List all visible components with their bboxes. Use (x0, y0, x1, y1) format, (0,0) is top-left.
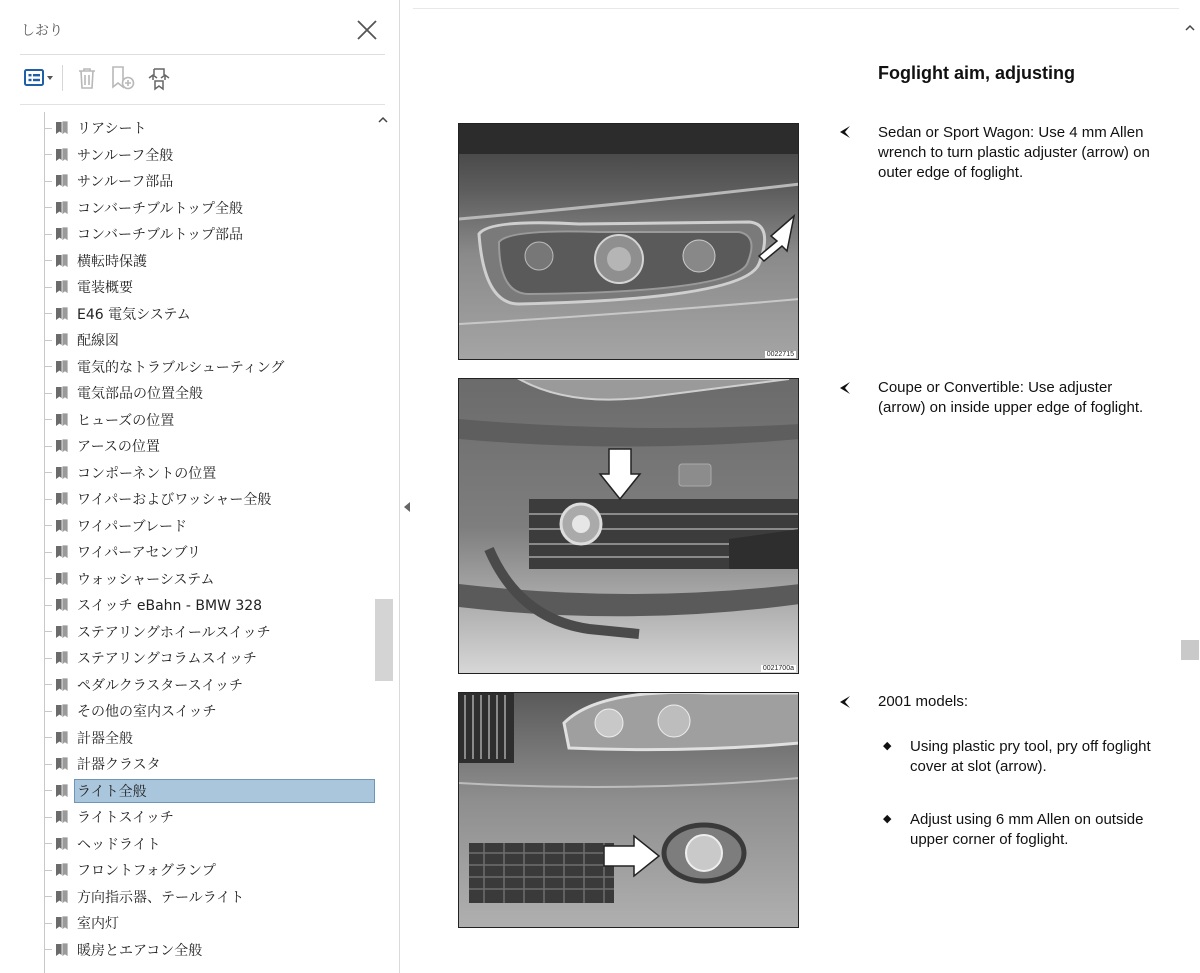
bullet-diamond-icon: ◆ (883, 812, 892, 825)
tree-connector (44, 764, 52, 765)
tree-connector (44, 843, 52, 844)
tree-connector (44, 817, 52, 818)
bookmark-icon (53, 464, 71, 482)
scroll-up-icon[interactable] (376, 113, 390, 127)
bookmark-icon (53, 517, 71, 535)
expand-bookmark-icon[interactable] (141, 62, 177, 94)
bookmark-icon (53, 861, 71, 879)
bookmark-item[interactable] (44, 248, 375, 274)
bookmark-label: 方向指示器、テールライト (77, 889, 245, 906)
bookmark-icon (53, 225, 71, 243)
bookmark-item[interactable] (44, 380, 375, 406)
tree-connector (44, 578, 52, 579)
bookmark-label: 横転時保護 (77, 253, 147, 270)
bookmark-item[interactable] (44, 407, 375, 433)
bookmark-icon (53, 782, 71, 800)
document-page (413, 8, 1179, 973)
bookmark-label: 室内灯 (77, 916, 119, 932)
tree-connector (44, 419, 52, 420)
bookmark-icon (53, 702, 71, 720)
bookmark-item[interactable] (44, 857, 375, 883)
bookmark-icon (53, 596, 71, 614)
bookmark-item[interactable] (44, 725, 375, 751)
bookmark-options-icon[interactable] (22, 62, 58, 94)
bookmark-item[interactable] (44, 301, 375, 327)
bookmark-label: ワイパーおよびワッシャー全般 (77, 492, 272, 508)
bookmark-item[interactable] (44, 274, 375, 300)
document-scrollbar-thumb[interactable] (1181, 640, 1199, 660)
bookmark-item[interactable] (44, 486, 375, 512)
bookmark-item[interactable] (44, 168, 375, 194)
bookmark-item[interactable] (44, 354, 375, 380)
photo-code: 0021700a (762, 665, 794, 672)
close-icon[interactable] (354, 17, 380, 43)
bookmark-icon (53, 331, 71, 349)
tree-connector (44, 393, 52, 394)
bookmark-label: 電装概要 (77, 280, 133, 296)
bookmark-label: コンポーネントの位置 (77, 465, 217, 482)
bookmark-item[interactable] (44, 513, 375, 539)
bookmark-icon (53, 543, 71, 561)
bookmark-icon (53, 888, 71, 906)
bookmark-label: フロントフォグランプ (77, 863, 216, 879)
bookmark-item[interactable] (44, 460, 375, 486)
bookmark-icon (53, 437, 71, 455)
bookmark-item[interactable] (44, 804, 375, 830)
bookmark-label: E46 電気システム (77, 306, 191, 323)
bookmark-icon (53, 808, 71, 826)
bookmark-label: 配線図 (77, 333, 119, 349)
tree-connector (44, 499, 52, 500)
bookmark-icon (53, 755, 71, 773)
tree-connector (44, 896, 52, 897)
bullet-pry-text: Using plastic pry tool, pry off foglight cover at slot (arrow). (910, 738, 1151, 775)
bookmark-scrollbar-thumb[interactable] (375, 599, 393, 681)
tree-connector (44, 631, 52, 632)
bullet-diamond-icon: ◆ (883, 739, 892, 752)
bookmark-icon (53, 119, 71, 137)
bookmark-icon (53, 146, 71, 164)
bookmark-label: その他の室内スイッチ (77, 704, 217, 720)
bookmark-icon (53, 649, 71, 667)
bookmark-label: 計器クラスタ (77, 757, 161, 773)
toolbar-divider (20, 104, 385, 105)
bookmark-item[interactable] (44, 566, 375, 592)
bookmark-item[interactable] (44, 778, 375, 804)
bookmark-item[interactable] (44, 221, 375, 247)
bookmark-label: リアシート (77, 121, 147, 137)
bookmark-icon (53, 358, 71, 376)
bookmark-label: ウォッシャーシステム (77, 571, 215, 588)
tree-connector (44, 446, 52, 447)
tree-connector (44, 207, 52, 208)
bookmark-label: ワイパーブレード (77, 518, 188, 535)
step-arrow-icon (838, 695, 852, 709)
tree-connector (44, 870, 52, 871)
tree-connector (44, 340, 52, 341)
tree-connector (44, 154, 52, 155)
bookmark-item[interactable] (44, 698, 375, 724)
bookmark-label: ヒューズの位置 (77, 412, 175, 429)
bookmark-icon (53, 676, 71, 694)
bookmark-icon (53, 172, 71, 190)
bookmark-icon (53, 835, 71, 853)
collapse-panel-icon[interactable] (402, 500, 412, 514)
bookmark-item[interactable] (44, 910, 375, 936)
tree-connector (44, 260, 52, 261)
tree-connector (44, 605, 52, 606)
bookmarks-panel (0, 0, 400, 973)
bookmark-icon (53, 411, 71, 429)
bookmark-icon (53, 570, 71, 588)
bookmark-item[interactable] (44, 831, 375, 857)
document-scrollbar[interactable] (1180, 8, 1200, 973)
step-arrow-icon (838, 381, 852, 395)
bookmark-label: サンルーフ全般 (77, 147, 174, 164)
tree-connector (44, 737, 52, 738)
bookmark-item[interactable] (44, 937, 375, 963)
bookmark-label: 計器全般 (77, 730, 133, 747)
tree-connector (44, 287, 52, 288)
tree-connector (44, 711, 52, 712)
bookmark-label: ステアリングホイールスイッチ (77, 624, 271, 641)
toolbar-separator (62, 65, 63, 91)
tree-connector (44, 658, 52, 659)
bookmark-item[interactable] (44, 751, 375, 777)
bookmark-label: 電気的なトラブルシューティング (77, 359, 285, 376)
tree-connector (44, 552, 52, 553)
bookmark-icon (53, 623, 71, 641)
bookmark-item[interactable] (44, 327, 375, 353)
step-sedan-text: Sedan or Sport Wagon: Use 4 mm Allen wrench to turn plastic adjuster (arrow) on outer edge of foglight. (878, 124, 1150, 181)
bookmark-label: サンルーフ部品 (77, 174, 174, 190)
bookmark-label: ステアリングコラムスイッチ (77, 651, 257, 667)
tree-connector (44, 949, 52, 950)
tree-connector (44, 313, 52, 314)
photo-coupe-foglight (458, 378, 799, 674)
bookmark-item[interactable] (44, 672, 375, 698)
tree-connector (44, 790, 52, 791)
bookmark-label: 暖房とエアコン全般 (77, 942, 203, 959)
tree-connector (44, 525, 52, 526)
new-bookmark-icon[interactable] (105, 62, 141, 94)
bookmark-label: ワイパーアセンブリ (77, 545, 201, 561)
bookmark-icon (53, 941, 71, 959)
bookmark-label: ペダルクラスタースイッチ (77, 677, 244, 694)
tree-connector (44, 234, 52, 235)
tree-connector (44, 366, 52, 367)
bookmark-icon (53, 252, 71, 270)
bookmark-label: コンバーチブルトップ全般 (77, 200, 244, 217)
bookmark-item[interactable] (44, 884, 375, 910)
bookmark-toolbar (22, 62, 177, 94)
bookmark-icon (53, 278, 71, 296)
page-title: Foglight aim, adjusting (878, 63, 1075, 83)
tree-connector (44, 472, 52, 473)
tree-connector (44, 128, 52, 129)
photo-sedan-foglight (458, 123, 799, 360)
tree-connector (44, 684, 52, 685)
photo-2001-foglight (458, 692, 799, 928)
photo-code: 0022715 (766, 351, 794, 358)
panel-title: しおり (21, 23, 63, 39)
bookmark-icon (53, 729, 71, 747)
scroll-up-icon[interactable] (1183, 22, 1197, 34)
bookmark-icon (53, 199, 71, 217)
bullet-adjust-text: Adjust using 6 mm Allen on outside upper corner of foglight. (910, 811, 1144, 848)
panel-divider (20, 54, 385, 55)
bookmark-item[interactable] (44, 539, 375, 565)
bookmark-icon (53, 384, 71, 402)
tree-connector (44, 923, 52, 924)
bookmark-item[interactable] (44, 115, 375, 141)
bookmark-icon (53, 305, 71, 323)
bookmark-label: ライト全般 (74, 779, 375, 803)
bookmark-item[interactable] (44, 142, 375, 168)
step-coupe-text: Coupe or Convertible: Use adjuster (arrow) on inside upper edge of foglight. (878, 379, 1144, 416)
bookmark-tree (0, 112, 375, 973)
step-arrow-icon (838, 125, 852, 139)
bookmark-icon (53, 490, 71, 508)
step-2001-text: 2001 models: (878, 693, 969, 710)
bookmark-icon (53, 914, 71, 932)
tree-connector (44, 181, 52, 182)
bookmark-label: ライトスイッチ (77, 810, 174, 826)
trash-icon[interactable] (69, 62, 105, 94)
bookmark-label: スイッチ eBahn - BMW 328 (77, 598, 263, 614)
bookmark-item[interactable] (44, 619, 375, 645)
bookmark-item[interactable] (44, 195, 375, 221)
bookmark-label: コンバーチブルトップ部品 (77, 227, 244, 243)
bookmark-label: 電気部品の位置全般 (77, 386, 203, 402)
bookmark-item[interactable] (44, 645, 375, 671)
bookmark-item[interactable] (44, 592, 375, 618)
bookmark-label: アースの位置 (77, 439, 160, 455)
bookmark-item[interactable] (44, 433, 375, 459)
bookmark-label: ヘッドライト (77, 836, 161, 853)
